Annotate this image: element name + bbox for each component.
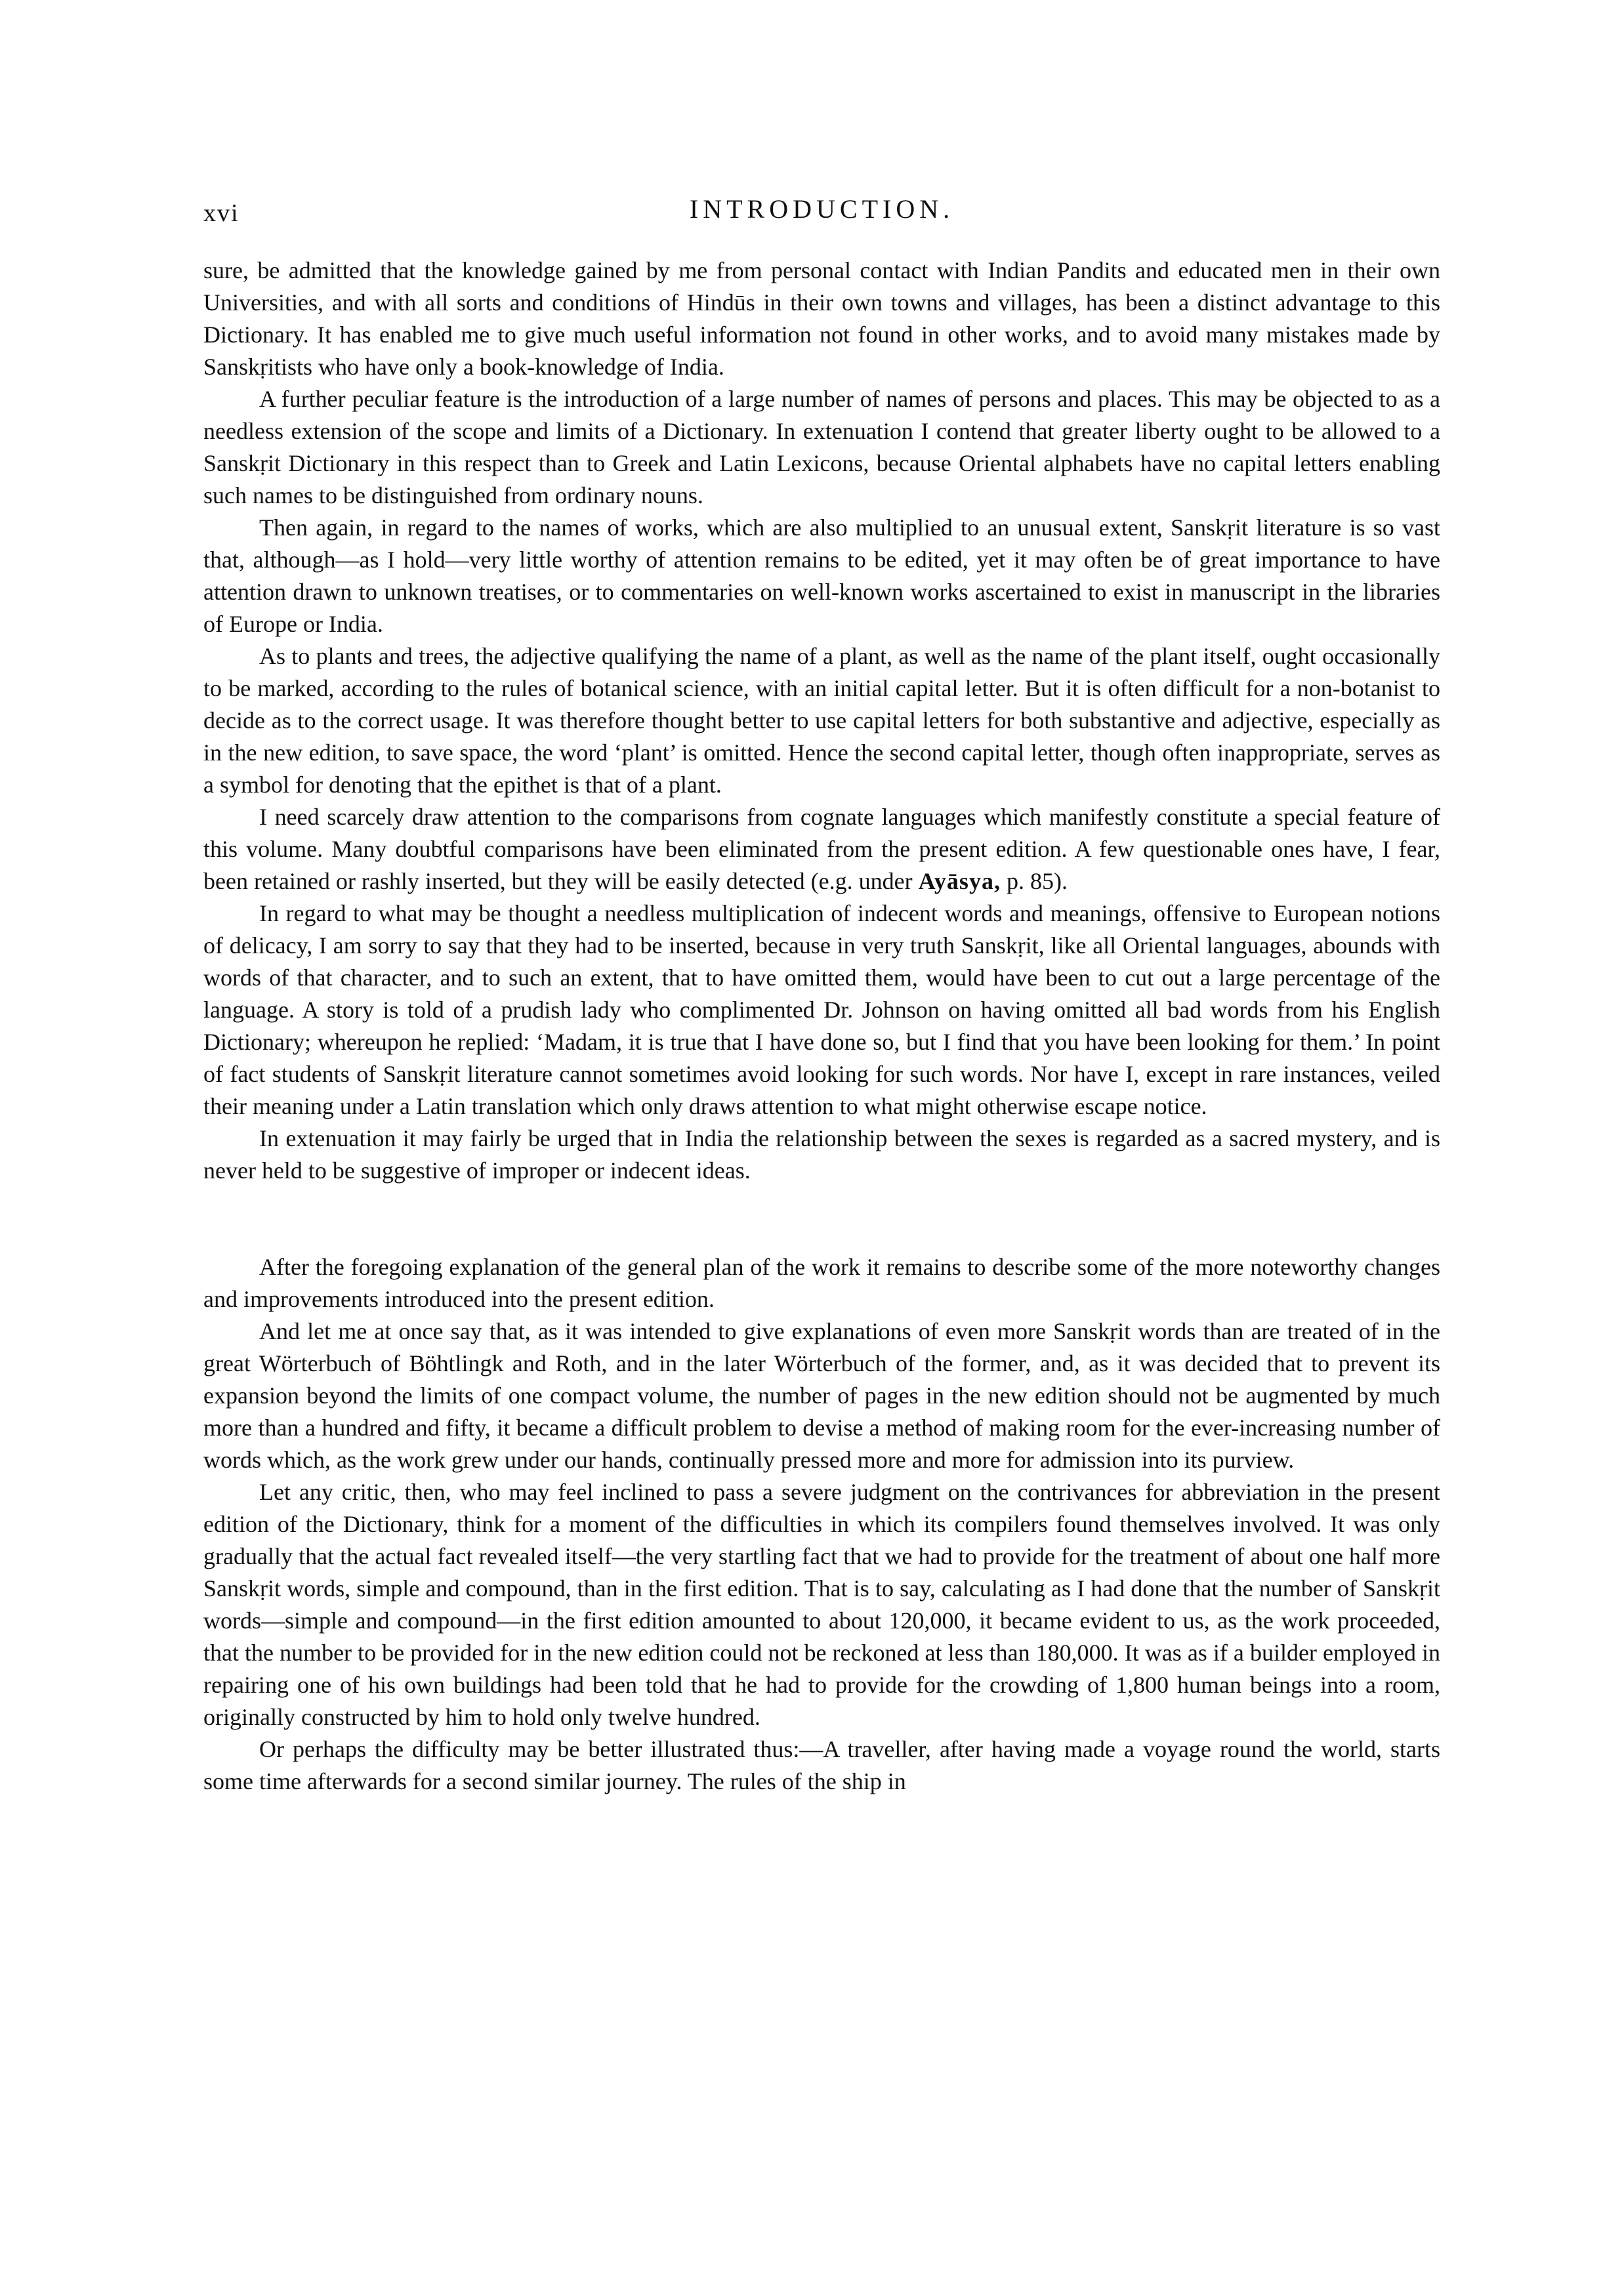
paragraph-text: I need scarcely draw attention to the comparisons from cognate languages which manifestly constitute a special feature of this volume. Many doubtful comparisons have been eliminated from the present edition. A few questionable ones have, I fear, been retained or rashly inserted, but they will be easily detected (e.g. under (203, 804, 1440, 894)
paragraph-cognate-languages (203, 801, 1440, 898)
paragraph-critic: Let any critic, then, who may feel inclined to pass a severe judgment on the contrivances for abbreviation in the present edition of the Dictionary, think for a moment of the difficulties in which its compilers found themselves involved. It was only gradually that the actual fact revealed itself—the very startling fact that we had to provide for the treatment of about one half more Sanskṛit words, simple and compound, than in the first edition. That is to say, calculating as I had done that the number of Sanskṛit words—simple and compound—in the first edition amounted to about 120,000, it became evident to us, as the work proceeded, that the number to be provided for in the new edition could not be reckoned at less than 180,000. It was as if a builder employed in repairing one of his own buildings had been told that he had to provide for the crowding of 1,800 human beings into a room, originally constructed by him to hold only twelve hundred. (203, 1479, 1440, 1730)
paragraph-text: p. 85). (1000, 868, 1068, 894)
paragraph-traveller: Or perhaps the difficulty may be better illustrated thus:—A traveller, after having made a voyage round the world, starts some time afterwards for a second similar journey. The rules of the ship in (203, 1736, 1440, 1794)
headword-reference: Ayāsya, (918, 868, 1001, 894)
paragraph-extenuation: In extenuation it may fairly be urged that in India the relationship between the sexes is regarded as a sacred mystery, and is never held to be suggestive of improper or indecent ideas. (203, 1125, 1440, 1184)
section-break (203, 1187, 1440, 1251)
paragraph-continuation: sure, be admitted that the knowledge gained by me from personal contact with Indian Pandits and educated men in their own Universities, and with all sorts and conditions of Hindūs in their own towns and villages, has been a distinct advantage to this Dictionary. It has enabled me to give much useful information not found in other works, and to avoid many mistakes made by Sanskṛitists who have only a book-knowledge of India. (203, 257, 1440, 380)
paragraph-indecent-words: In regard to what may be thought a needless multiplication of indecent words and meanings, offensive to European notions of delicacy, I am sorry to say that they had to be inserted, because in very truth Sanskṛit, like all Oriental languages, abounds with words of that character, and to such an extent, that to have omitted them, would have been to cut out a large percentage of the language. A story is told of a prudish lady who complimented Dr. Johnson on having omitted all bad words from his English Dictionary; whereupon he replied: ‘Madam, it is true that I have done so, but I find that you have been looking for them.’ In point of fact students of Sanskṛit literature cannot sometimes avoid looking for such words. Nor have I, except in rare instances, veiled their meaning under a Latin translation which only draws attention to what might otherwise escape notice. (203, 900, 1440, 1119)
page-header (203, 194, 1440, 233)
running-title: INTRODUCTION. (689, 194, 955, 224)
paragraph-plants-and-trees: As to plants and trees, the adjective qualifying the name of a plant, as well as the name of the plant itself, ought occasionally to be marked, according to the rules of botanical science, with an initial capital letter. But it is often difficult for a non-botanist to decide as to the correct usage. It was therefore thought better to use capital letters for both substantive and adjective, especially as in the new edition, to save space, the word ‘plant’ is omitted. Hence the second capital letter, though often inappropriate, serves as a symbol for denoting that the epithet is that of a plant. (203, 643, 1440, 798)
paragraph-more-words: And let me at once say that, as it was intended to give explanations of even more Sanskṛit words than are treated of in the great Wörterbuch of Böhtlingk and Roth, and in the later Wörterbuch of the former, and, as it was decided that to prevent its expansion beyond the limits of one compact volume, the number of pages in the new edition should not be augmented by much more than a hundred and fifty, it became a difficult problem to devise a method of making room for the ever-increasing number of words which, as the work grew under our hands, continually pressed more and more for admission into its purview. (203, 1318, 1440, 1473)
body-text (203, 255, 1440, 1798)
paragraph-names-of-persons: A further peculiar feature is the introduction of a large number of names of persons and places. This may be objected to as a needless extension of the scope and limits of a Dictionary. In extenuation I contend that greater liberty ought to be allowed to a Sanskṛit Dictionary in this respect than to Greek and Latin Lexicons, because Oriental alphabets have no capital letters enabling such names to be distinguished from ordinary nouns. (203, 386, 1440, 508)
paragraph-changes-intro: After the foregoing explanation of the general plan of the work it remains to describe some of the more noteworthy changes and improvements introduced into the present edition. (203, 1254, 1440, 1312)
page-number: xvi (203, 199, 239, 227)
paragraph-names-of-works: Then again, in regard to the names of works, which are also multiplied to an unusual extent, Sanskṛit literature is so vast that, although—as I hold—very little worthy of attention remains to be edited, yet it may often be of great importance to have attention drawn to unknown treatises, or to commentaries on well-known works ascertained to exist in manuscript in the libraries of Europe or India. (203, 514, 1440, 637)
